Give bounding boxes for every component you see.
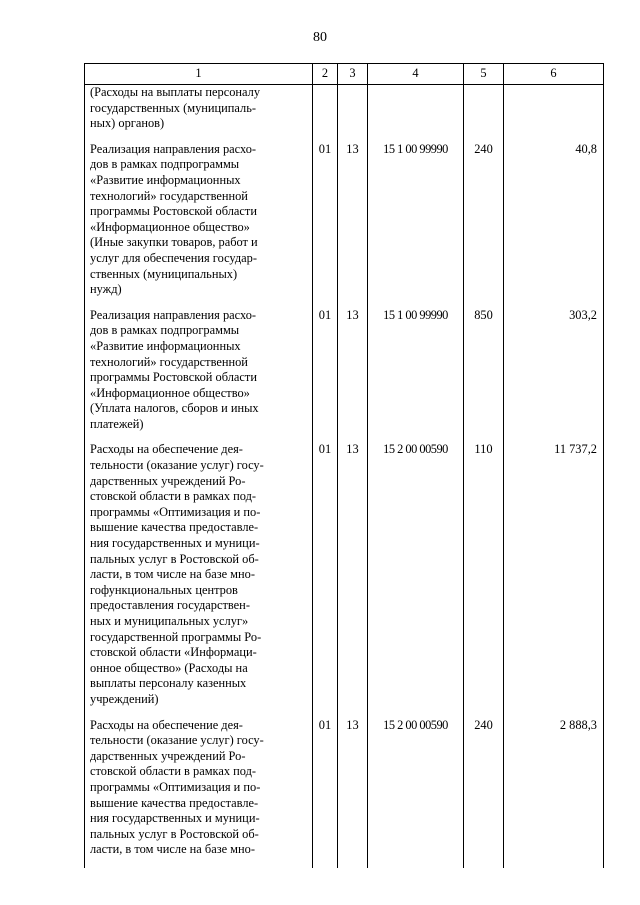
expense-name: Расходы на обеспечение дея- тельности (оказание услуг) госу- дарственных учреждений Ро- стовской области в рамках под- программы «Оптимизация и по- вышение качества предоставле- ния государственных и муници- пальных услуг в Ростовской об- ласти, в том числе на базе мно- (85, 718, 313, 868)
expense-name: (Расходы на выплаты персоналу государственных (муниципаль- ных) органов) (85, 85, 313, 142)
expense-type-code: 850 (464, 308, 504, 443)
column-header-3: 3 (338, 64, 368, 85)
column-header-4: 4 (368, 64, 464, 85)
expense-name: Реализация направления расхо- дов в рамках подпрограммы «Развитие информационных технологий» государственной программы Ростовской области «Информационное общество» (Уплата налогов, сборов и иных платежей) (85, 308, 313, 443)
section-code (313, 85, 338, 142)
amount: 2 888,3 (504, 718, 604, 868)
expense-type-code (464, 85, 504, 142)
expense-type-code: 240 (464, 142, 504, 308)
subsection-code (338, 85, 368, 142)
column-header-6: 6 (504, 64, 604, 85)
subsection-code: 13 (338, 142, 368, 308)
page-number: 80 (313, 30, 327, 45)
amount: 303,2 (504, 308, 604, 443)
expense-name: Расходы на обеспечение дея- тельности (оказание услуг) госу- дарственных учреждений Ро- стовской области в рамках под- программы «Оптимизация и по- вышение качества предоставле- ния государственных и муници- пальных услуг в Ростовской об- ласти, в том числе на базе мно- гофункциональных центров предоставления государствен- ных и муниципальных услуг» государственной программы Ро- стовской области «Информаци- онное общество» (Расходы на выплаты персоналу казенных учреждений) (85, 442, 313, 717)
column-header-1: 1 (85, 64, 313, 85)
section-code: 01 (313, 142, 338, 308)
table-row (85, 85, 604, 142)
column-header-2: 2 (313, 64, 338, 85)
expense-name: Реализация направления расхо- дов в рамках подпрограммы «Развитие информационных технологий» государственной программы Ростовской области «Информационное общество» (Иные закупки товаров, работ и услуг для обеспечения государ- ственных (муниципальных) нужд) (85, 142, 313, 308)
expense-type-code: 110 (464, 442, 504, 717)
table-row (85, 142, 604, 308)
table-row (85, 308, 604, 443)
target-article-code (368, 85, 464, 142)
subsection-code: 13 (338, 442, 368, 717)
budget-table (84, 63, 604, 868)
header-row (85, 64, 604, 85)
target-article-code: 15 2 00 00590 (368, 442, 464, 717)
column-header-5: 5 (464, 64, 504, 85)
section-code: 01 (313, 442, 338, 717)
subsection-code: 13 (338, 308, 368, 443)
table-row (85, 442, 604, 717)
target-article-code: 15 1 00 99990 (368, 308, 464, 443)
section-code: 01 (313, 308, 338, 443)
subsection-code: 13 (338, 718, 368, 868)
expense-type-code: 240 (464, 718, 504, 868)
amount (504, 85, 604, 142)
target-article-code: 15 1 00 99990 (368, 142, 464, 308)
table-row (85, 718, 604, 868)
target-article-code: 15 2 00 00590 (368, 718, 464, 868)
amount: 40,8 (504, 142, 604, 308)
amount: 11 737,2 (504, 442, 604, 717)
section-code: 01 (313, 718, 338, 868)
